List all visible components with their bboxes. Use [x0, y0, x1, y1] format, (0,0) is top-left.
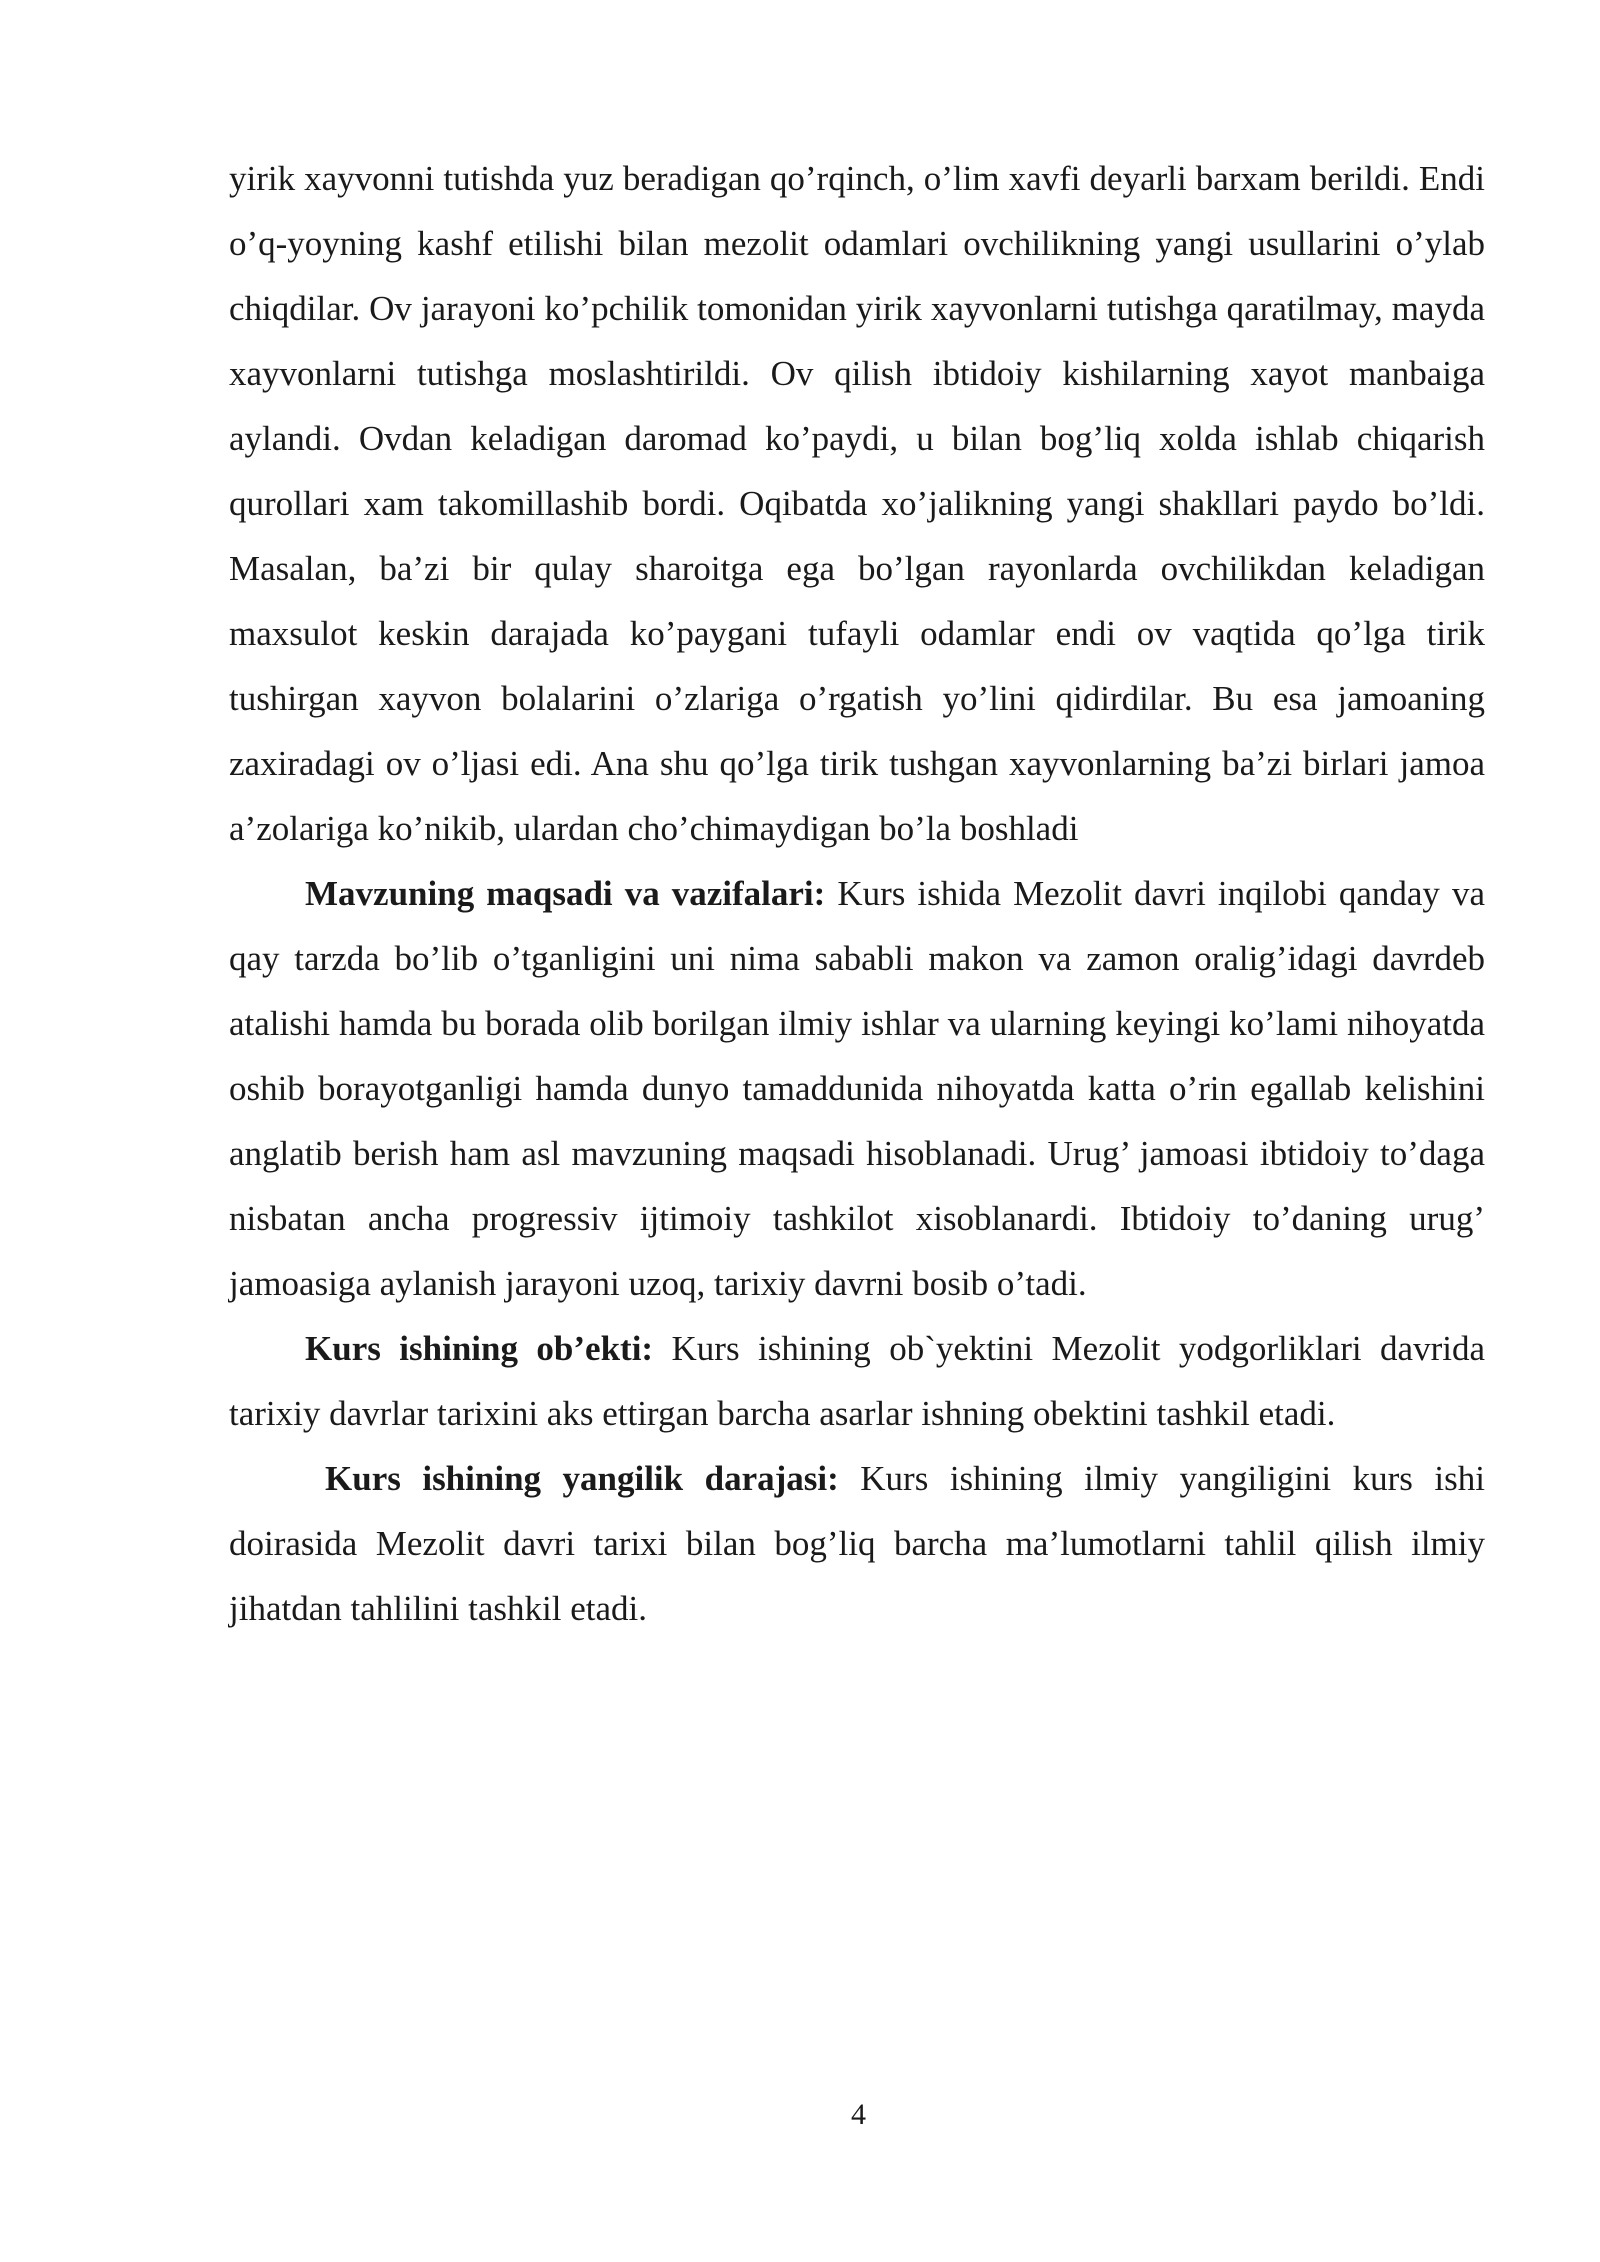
paragraph-heading: Kurs ishining yangilik darajasi:: [325, 1459, 839, 1498]
paragraph-text: yirik xayvonni tutishda yuz beradigan qo’rqinch, o’lim xavfi deyarli barxam berildi. Endi o’q-yoyning kashf etilishi bilan mezolit odamlari ovchilikning yangi usullarini o’ylab chiqdilar. Ov jarayoni ko’pchilik tomonidan yirik xayvonlarni tutishga qaratilmay, mayda xayvonlarni tutishga moslashtirildi. Ov qilish ibtidoiy kishilarning xayot manbaiga aylandi. Ovdan keladigan daromad ko’paydi, u bilan bog’liq xolda ishlab chiqarish qurollari xam takomillashib bordi. Oqibatda xo’jalikning yangi shakllari paydo bo’ldi. Masalan, ba’zi bir qulay sharoitga ega bo’lgan rayonlarda ovchilikdan keladigan maxsulot keskin darajada ko’paygani tufayli odamlar endi ov vaqtida qo’lga tirik tushirgan xayvon bolalarini o’zlariga o’rgatish yo’lini qidirdilar. Bu esa jamoaning zaxiradagi ov o’ljasi edi. Ana shu qo’lga tirik tushgan xayvonlarning ba’zi birlari jamoa a’zolariga ko’nikib, ulardan cho’chimaydigan bo’la boshladi: [229, 159, 1485, 848]
paragraph-text: Kurs ishining ilmiy yangiligini kurs ishi doirasida Mezolit davri tarixi bilan bog’liq barcha ma’lumotlarni tahlil qilish ilmiy jihatdan tahlilini tashkil etadi.: [229, 1459, 1485, 1628]
paragraph-heading: Mavzuning maqsadi va vazifalari:: [305, 874, 826, 913]
paragraph-text: Kurs ishida Mezolit davri inqilobi qanday va qay tarzda bo’lib o’tganligini uni nima sababli makon va zamon oralig’idagi davrdeb atalishi hamda bu borada olib borilgan ilmiy ishlar va ularning keyingi ko’lami nihoyatda oshib borayotganligi hamda dunyo tamaddunida nihoyatda katta o’rin egallab kelishini anglatib berish ham asl mavzuning maqsadi hisoblanadi. Urug’ jamoasi ibtidoiy to’daga nisbatan ancha progressiv ijtimoiy tashkilot xisoblanardi. Ibtidoiy to’daning urug’ jamoasiga aylanish jarayoni uzoq, tarixiy davrni bosib o’tadi.: [229, 874, 1485, 1303]
body-text: [229, 146, 1485, 1641]
paragraph-object: [229, 1316, 1485, 1446]
paragraph-goals: [229, 861, 1485, 1316]
paragraph-novelty: [229, 1446, 1485, 1641]
paragraph-continuation: [229, 146, 1485, 861]
paragraph-text: Kurs ishining ob`yektini Mezolit yodgorliklari davrida tarixiy davrlar tarixini aks ettirgan barcha asarlar ishning obektini tashkil etadi.: [229, 1329, 1485, 1433]
paragraph-heading: Kurs ishining ob’ekti:: [305, 1329, 654, 1368]
page-number: 4: [851, 2098, 866, 2131]
